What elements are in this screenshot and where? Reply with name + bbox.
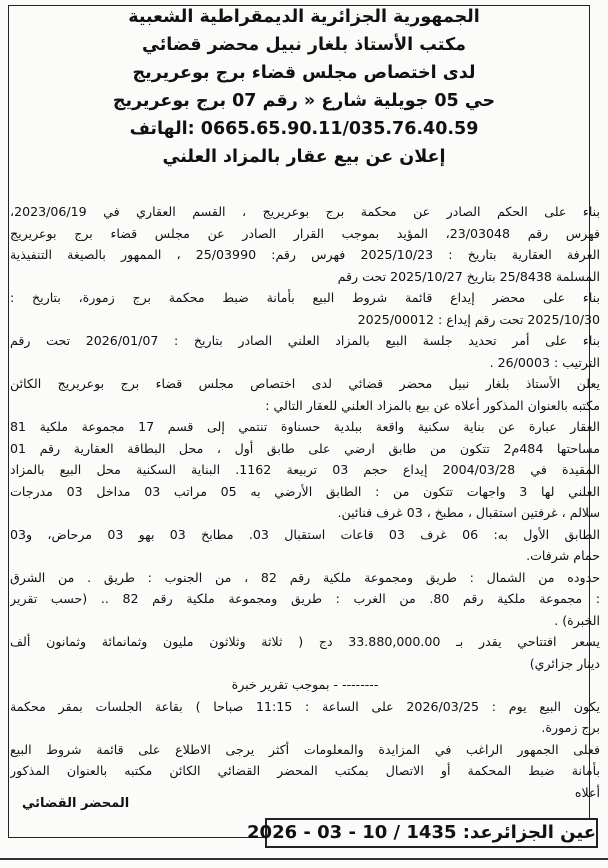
text-line: أعلاه <box>574 784 600 800</box>
notice-paragraph <box>10 287 600 330</box>
text-line: المقيدة في 2004/03/28 إيداع حجم 03 تربيعة 1162. البناية السكنية محل البيع بالمزاد <box>10 462 600 477</box>
text-line: بناء على محضر إيداع قائمة شروط البيع بأمانة ضبط محكمة برج زمورة، بتاريخ : <box>10 290 600 305</box>
text-line: مساحتها 484م2 تتكون من طابق ارضي على طابق أول ، محل البطاقة العقارية رقم 01 <box>10 440 600 456</box>
phone-number: 0665.65.90.11/035.76.40.59 <box>200 119 479 139</box>
text-line: الخبرة) . <box>554 612 600 628</box>
notice-paragraph <box>10 696 600 739</box>
signature: المحضر القضائي <box>22 796 130 811</box>
text-line: العلني لها 3 واجهات تتكون من : الطابق الأرضي به 05 مراتب 03 مداخل 03 مدرجات <box>10 483 600 499</box>
notice-paragraph <box>10 201 600 287</box>
text-line: : مجموعة ملكية رقم 80. من الغرب : طريق ومجموعة ملكية رقم 82 .. (حسب تقرير <box>10 591 600 606</box>
text-line: سلالم ، غرفتين استقبال ، مطبخ ، 03 غرف فنائين. <box>337 505 600 520</box>
text-line: 2025/10/30 تحت رقم إيداع : 2025/00012 <box>357 311 600 327</box>
text-line: يعلن الأستاذ بلغار نبيل محضر قضائي لدى اختصاص مجلس قضاء برج بوعريريج الكائن <box>10 376 600 391</box>
notice-paragraph <box>10 330 600 373</box>
notice-paragraph <box>10 739 600 804</box>
page-rule <box>0 858 608 860</box>
notice-body <box>10 201 600 803</box>
notice-header <box>0 3 608 171</box>
notice-paragraph <box>10 416 600 524</box>
notice-paragraph <box>10 524 600 567</box>
text-line: الغرفة العقارية بتاريخ : 2025/10/23 فهرس رقم: 25/03990 ، الممهور بالصيغة التنفيذية <box>10 247 600 262</box>
text-line: دينار جزائري) <box>529 655 600 671</box>
republic-name: الجمهورية الجزائرية الديمقراطية الشعبية <box>128 7 480 27</box>
text-line: حدوده من الشمال : طريق ومجموعة ملكية رقم 82 ، من الجنوب : طريق . من الشرق <box>10 569 600 585</box>
text-line: -------- - بموجب تقرير خبرة <box>231 677 379 692</box>
notice-title: إعلان عن بيع عقار بالمزاد العلني <box>162 147 446 167</box>
text-line: يسعر افتتاحي يقدر بـ 33.880,000.00 دج ( ثلاثة وثلاثون مليون وثمانمائة وثمانون ألف <box>10 634 600 649</box>
notice-paragraph <box>10 373 600 416</box>
notice-paragraph <box>10 674 600 696</box>
phone-label: :الهاتف <box>129 119 195 139</box>
text-line: العقار عبارة عن بناية سكنية واقعة ببلدية حسناوة تنتمي إلى قسم 17 مجموعة ملكية 81 <box>10 419 600 434</box>
text-line: الطابق الأول به: 06 غرف 03 قاعات استقبال 03. مطابخ 03 بهو 03 مرحاض، و03 <box>10 526 600 542</box>
text-line: يكون البيع يوم : 2026/03/25 على الساعة : 11:15 صباحا ) بقاعة الجلسات بمقر محكمة <box>10 698 600 714</box>
publication-reference: عين الجزائرعد: 1435 / 10 - 03 - 2026 <box>265 818 598 848</box>
text-line: مكتبه بالعنوان المذكور أعلاه عن بيع بالمزاد العلني للعقار التالي : <box>265 397 600 413</box>
text-line: فهرس رقم 23/03048، المؤيد بموجب القرار الصادر عن مجلس قضاء برج بوعريريج <box>10 225 600 241</box>
address: حي 05 جويلية شارع « رقم 07 برج بوعريريج <box>112 91 496 111</box>
jurisdiction: لدى اختصاص مجلس قضاء برج بوعريريج <box>132 63 476 83</box>
text-line: بأمانة ضبط المحكمة أو الاتصال بمكتب المحضر القضائي الكائن مكتبه بالعنوان المذكور <box>10 763 600 778</box>
box-bottom-border <box>8 837 266 838</box>
text-line: بناء على الحكم الصادر عن محكمة برج بوعريريج ، القسم العقاري في 2023/06/19، <box>10 204 600 219</box>
text-line: برج زمورة. <box>541 720 600 735</box>
text-line: بناء على أمر تحديد جلسة البيع بالمزاد العلني الصادر بتاريخ : 2026/01/07 تحت رقم <box>10 333 600 348</box>
text-line: فعلى الجمهور الراغب في المزايدة والمعلومات أكثر يرجى الاطلاع على قائمة شروط البيع <box>10 741 600 757</box>
phone-line <box>0 115 608 143</box>
notice-paragraph <box>10 567 600 632</box>
text-line: حمام شرفات. <box>526 548 600 563</box>
office-name: مكتب الأستاذ بلغار نبيل محضر قضائي <box>142 35 466 55</box>
notice-paragraph <box>10 631 600 674</box>
text-line: المسلمة 25/8438 بتاريخ 2025/10/27 تحت رقم <box>337 268 600 284</box>
text-line: الترتيب : 26/0003 . <box>489 354 600 370</box>
